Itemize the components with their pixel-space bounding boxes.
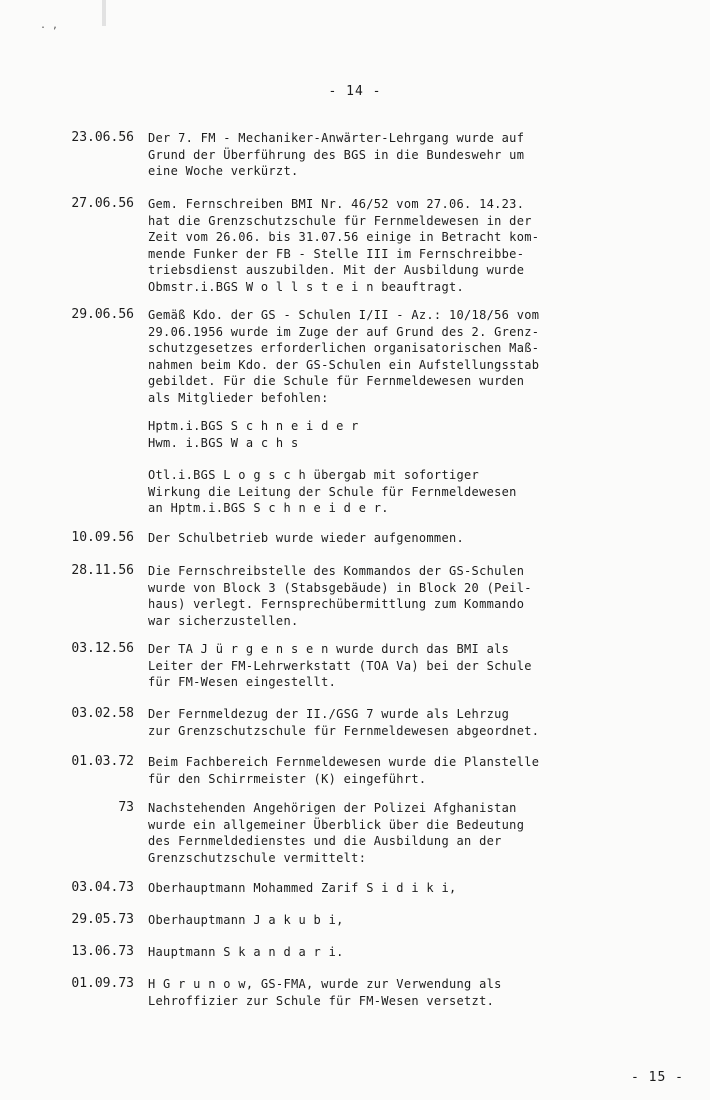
entry-text-line: Hwm. i.BGS W a c h s bbox=[148, 435, 299, 450]
entry-text-line: haus) verlegt. Fernsprechübermittlung zum Kommando bbox=[148, 597, 525, 611]
entry-text-line: mende Funker der FB - Stelle III im Fernschreibbe- bbox=[148, 246, 525, 261]
entry-text bbox=[148, 706, 646, 739]
entry-text bbox=[148, 563, 646, 629]
margin-mark: . , bbox=[40, 20, 59, 31]
entry-text-line: Gemäß Kdo. der GS - Schulen I/II - Az.: 10/18/56 vom bbox=[148, 308, 540, 322]
entry-text-line: gebildet. Für die Schule für Fernmeldewesen wurden bbox=[148, 374, 525, 388]
entry-date: 29.06.56 bbox=[71, 307, 134, 322]
entry-text bbox=[148, 944, 646, 961]
entry-text-line: des Fernmeldedienstes und die Ausbildung an der bbox=[148, 834, 502, 848]
entry-date: 03.02.58 bbox=[71, 706, 134, 721]
entry-text-line: H G r u n o w, GS-FMA, wurde zur Verwendung als bbox=[148, 977, 502, 991]
entry-text-line: Otl.i.BGS L o g s c h übergab mit sofortiger bbox=[148, 468, 480, 482]
entry-text bbox=[148, 530, 646, 547]
entry-text-line: Grenzschutzschule vermittelt: bbox=[148, 850, 367, 865]
entry-text-line: Der Schulbetrieb wurde wieder aufgenommen. bbox=[148, 531, 465, 545]
entry-date: 27.06.56 bbox=[71, 196, 134, 211]
entry-date: 03.04.73 bbox=[71, 880, 134, 895]
entry-text bbox=[148, 880, 646, 897]
entry-text-line: wurde ein allgemeiner Überblick über die Bedeutung bbox=[148, 817, 525, 832]
entry-date: 23.06.56 bbox=[71, 130, 134, 145]
next-page-reference: - 15 - bbox=[631, 1070, 684, 1085]
entry-text bbox=[148, 976, 646, 1009]
entry-date: 29.05.73 bbox=[71, 912, 134, 927]
entry-text-line: wurde von Block 3 (Stabsgebäude) in Block 20 (Peil- bbox=[148, 580, 532, 595]
entry-text-line: triebsdienst auszubilden. Mit der Ausbildung wurde bbox=[148, 263, 525, 277]
entry-date: 01.09.73 bbox=[71, 976, 134, 991]
entry-text-line: Oberhauptmann Mohammed Zarif S i d i k i, bbox=[148, 881, 457, 895]
entry-text-line: 29.06.1956 wurde im Zuge der auf Grund des 2. Grenz- bbox=[148, 324, 540, 339]
entry-text bbox=[148, 800, 646, 866]
entry-date: 28.11.56 bbox=[71, 563, 134, 578]
entry-text-line: nahmen beim Kdo. der GS-Schulen ein Aufstellungsstab bbox=[148, 357, 540, 372]
entry-text-line: Beim Fachbereich Fernmeldewesen wurde die Planstelle bbox=[148, 755, 540, 769]
entry-date: 01.03.72 bbox=[71, 754, 134, 769]
entry-text-line: Oberhauptmann J a k u b i, bbox=[148, 913, 344, 927]
entry-text-line: als Mitglieder befohlen: bbox=[148, 390, 329, 405]
entry-text-line: Leiter der FM-Lehrwerkstatt (TOA Va) bei der Schule bbox=[148, 658, 532, 673]
entry-text bbox=[148, 196, 646, 295]
scan-mark bbox=[102, 0, 106, 26]
entry-text bbox=[148, 754, 646, 787]
page-number: - 14 - bbox=[328, 84, 382, 99]
entry-date: 03.12.56 bbox=[71, 641, 134, 656]
entry-text-line: Lehroffizier zur Schule für FM-Wesen versetzt. bbox=[148, 993, 495, 1008]
entry-text-line: hat die Grenzschutzschule für Fernmeldewesen in der bbox=[148, 213, 532, 228]
entry-date: 10.09.56 bbox=[71, 530, 134, 545]
entry-text bbox=[148, 641, 646, 691]
entry-text-line: Der Fernmeldezug der II./GSG 7 wurde als Lehrzug bbox=[148, 707, 510, 721]
entry-text-line: für den Schirrmeister (K) eingeführt. bbox=[148, 771, 427, 786]
entry-text-line: Hptm.i.BGS S c h n e i d e r bbox=[148, 419, 359, 433]
entry-text-line: schutzgesetzes erforderlichen organisatorischen Maß- bbox=[148, 341, 540, 355]
entry-text-line: Hauptmann S k a n d a r i. bbox=[148, 945, 344, 959]
entry-text-line: Nachstehenden Angehörigen der Polizei Afghanistan bbox=[148, 801, 517, 815]
entry-text bbox=[148, 467, 646, 517]
entry-text-line: Obmstr.i.BGS W o l l s t e i n beauftragt. bbox=[148, 279, 465, 294]
entry-text-line: Gem. Fernschreiben BMI Nr. 46/52 vom 27.06. 14.23. bbox=[148, 197, 525, 211]
entry-text bbox=[148, 130, 646, 180]
entry-text-line: eine Woche verkürzt. bbox=[148, 164, 299, 178]
entry-text-line: Die Fernschreibstelle des Kommandos der GS-Schulen bbox=[148, 564, 525, 578]
entry-text-line: Grund der Überführung des BGS in die Bundeswehr um bbox=[148, 147, 525, 162]
entry-text-line: an Hptm.i.BGS S c h n e i d e r. bbox=[148, 501, 389, 515]
entry-date: 13.06.73 bbox=[71, 944, 134, 959]
entry-text-line: Zeit vom 26.06. bis 31.07.56 einige in Betracht kom- bbox=[148, 230, 540, 244]
entry-text bbox=[148, 418, 646, 451]
entry-text-line: Der TA J ü r g e n s e n wurde durch das BMI als bbox=[148, 642, 510, 656]
entry-text-line: zur Grenzschutzschule für Fernmeldewesen abgeordnet. bbox=[148, 723, 540, 738]
entry-text-line: Wirkung die Leitung der Schule für Fernmeldewesen bbox=[148, 484, 517, 499]
entry-text-line: Der 7. FM - Mechaniker-Anwärter-Lehrgang wurde auf bbox=[148, 131, 525, 145]
entry-text-line: war sicherzustellen. bbox=[148, 613, 299, 628]
entry-text bbox=[148, 912, 646, 929]
entry-date: 73 bbox=[118, 800, 134, 815]
entry-text-line: für FM-Wesen eingestellt. bbox=[148, 675, 337, 689]
entry-text bbox=[148, 307, 646, 406]
